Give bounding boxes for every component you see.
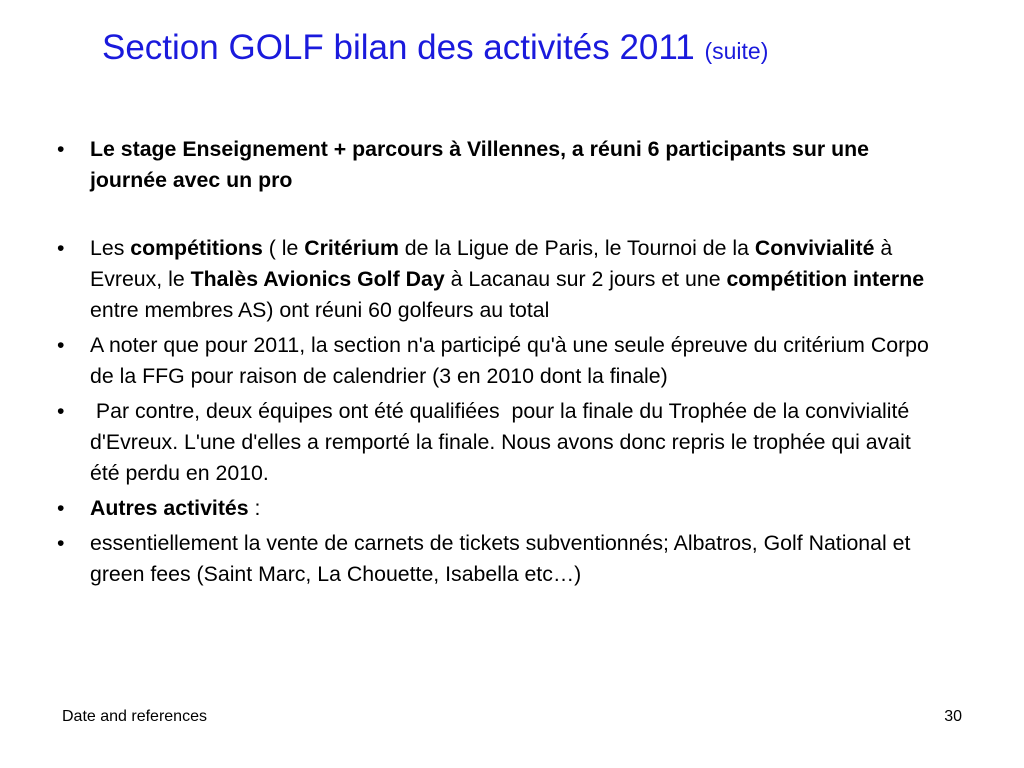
text-segment: à Lacanau sur 2 jours et une — [444, 267, 727, 291]
bullet-text-ticket-sales: essentiellement la vente de carnets de tickets subventionnés; Albatros, Golf National et green fees (Saint Marc, La Chouette, Isabella etc…) — [90, 531, 911, 586]
text-segment-bold: Critérium — [304, 236, 399, 260]
bullet-text-competitions — [90, 236, 924, 322]
bullet-marker: • — [57, 333, 65, 357]
text-segment: : — [248, 496, 261, 520]
bullet-marker: • — [57, 496, 65, 520]
text-segment-bold: compétition interne — [726, 267, 925, 291]
text-segment: à Evreux, le — [90, 236, 893, 291]
bullet-marker: • — [57, 137, 65, 161]
text-segment-bold: compétitions — [130, 236, 263, 260]
bullet-text-other-activities — [90, 496, 260, 520]
text-segment: de la Ligue de Paris, le Tournoi de la — [398, 236, 755, 260]
text-segment: ( le — [262, 236, 305, 260]
bullet-item-other-activities — [55, 493, 935, 524]
bullet-marker: • — [57, 399, 65, 423]
slide-page-number: 30 — [944, 708, 962, 725]
bullet-text-stage: Le stage Enseignement + parcours à Villennes, a réuni 6 participants sur une journée avec un pro — [90, 137, 869, 192]
bullet-item-competitions — [55, 233, 935, 326]
bullet-marker: • — [57, 236, 65, 260]
text-segment-bold: Convivialité — [754, 236, 875, 260]
slide-title-main: Section GOLF bilan des activités 2011 — [102, 28, 695, 67]
slide-title-suffix: (suite) — [704, 38, 769, 64]
bullet-list — [55, 134, 935, 594]
bullet-item-stage — [55, 134, 935, 196]
text-segment: Les — [90, 236, 131, 260]
text-segment: entre membres AS) ont réuni 60 golfeurs au total — [90, 298, 550, 322]
text-segment-bold: Autres activités — [90, 496, 249, 520]
footer-date-references: Date and references — [62, 708, 207, 725]
bullet-item-note-2011 — [55, 330, 935, 392]
slide-title — [102, 26, 982, 73]
bullet-text-note-2011: A noter que pour 2011, la section n'a participé qu'à une seule épreuve du critérium Corpo de la FFG pour raison de calendrier (3 en 2010 dont la finale) — [90, 333, 929, 388]
bullet-text-trophy: Par contre, deux équipes ont été qualifiées pour la finale du Trophée de la convivialité d'Evreux. L'une d'elles a remporté la finale. Nous avons donc repris le trophée qui avait été perdu en 2010. — [90, 399, 917, 485]
bullet-marker: • — [57, 531, 65, 555]
text-segment-bold: Thalès Avionics Golf Day — [190, 267, 445, 291]
bullet-item-trophy — [55, 396, 935, 489]
bullet-item-ticket-sales — [55, 528, 935, 590]
